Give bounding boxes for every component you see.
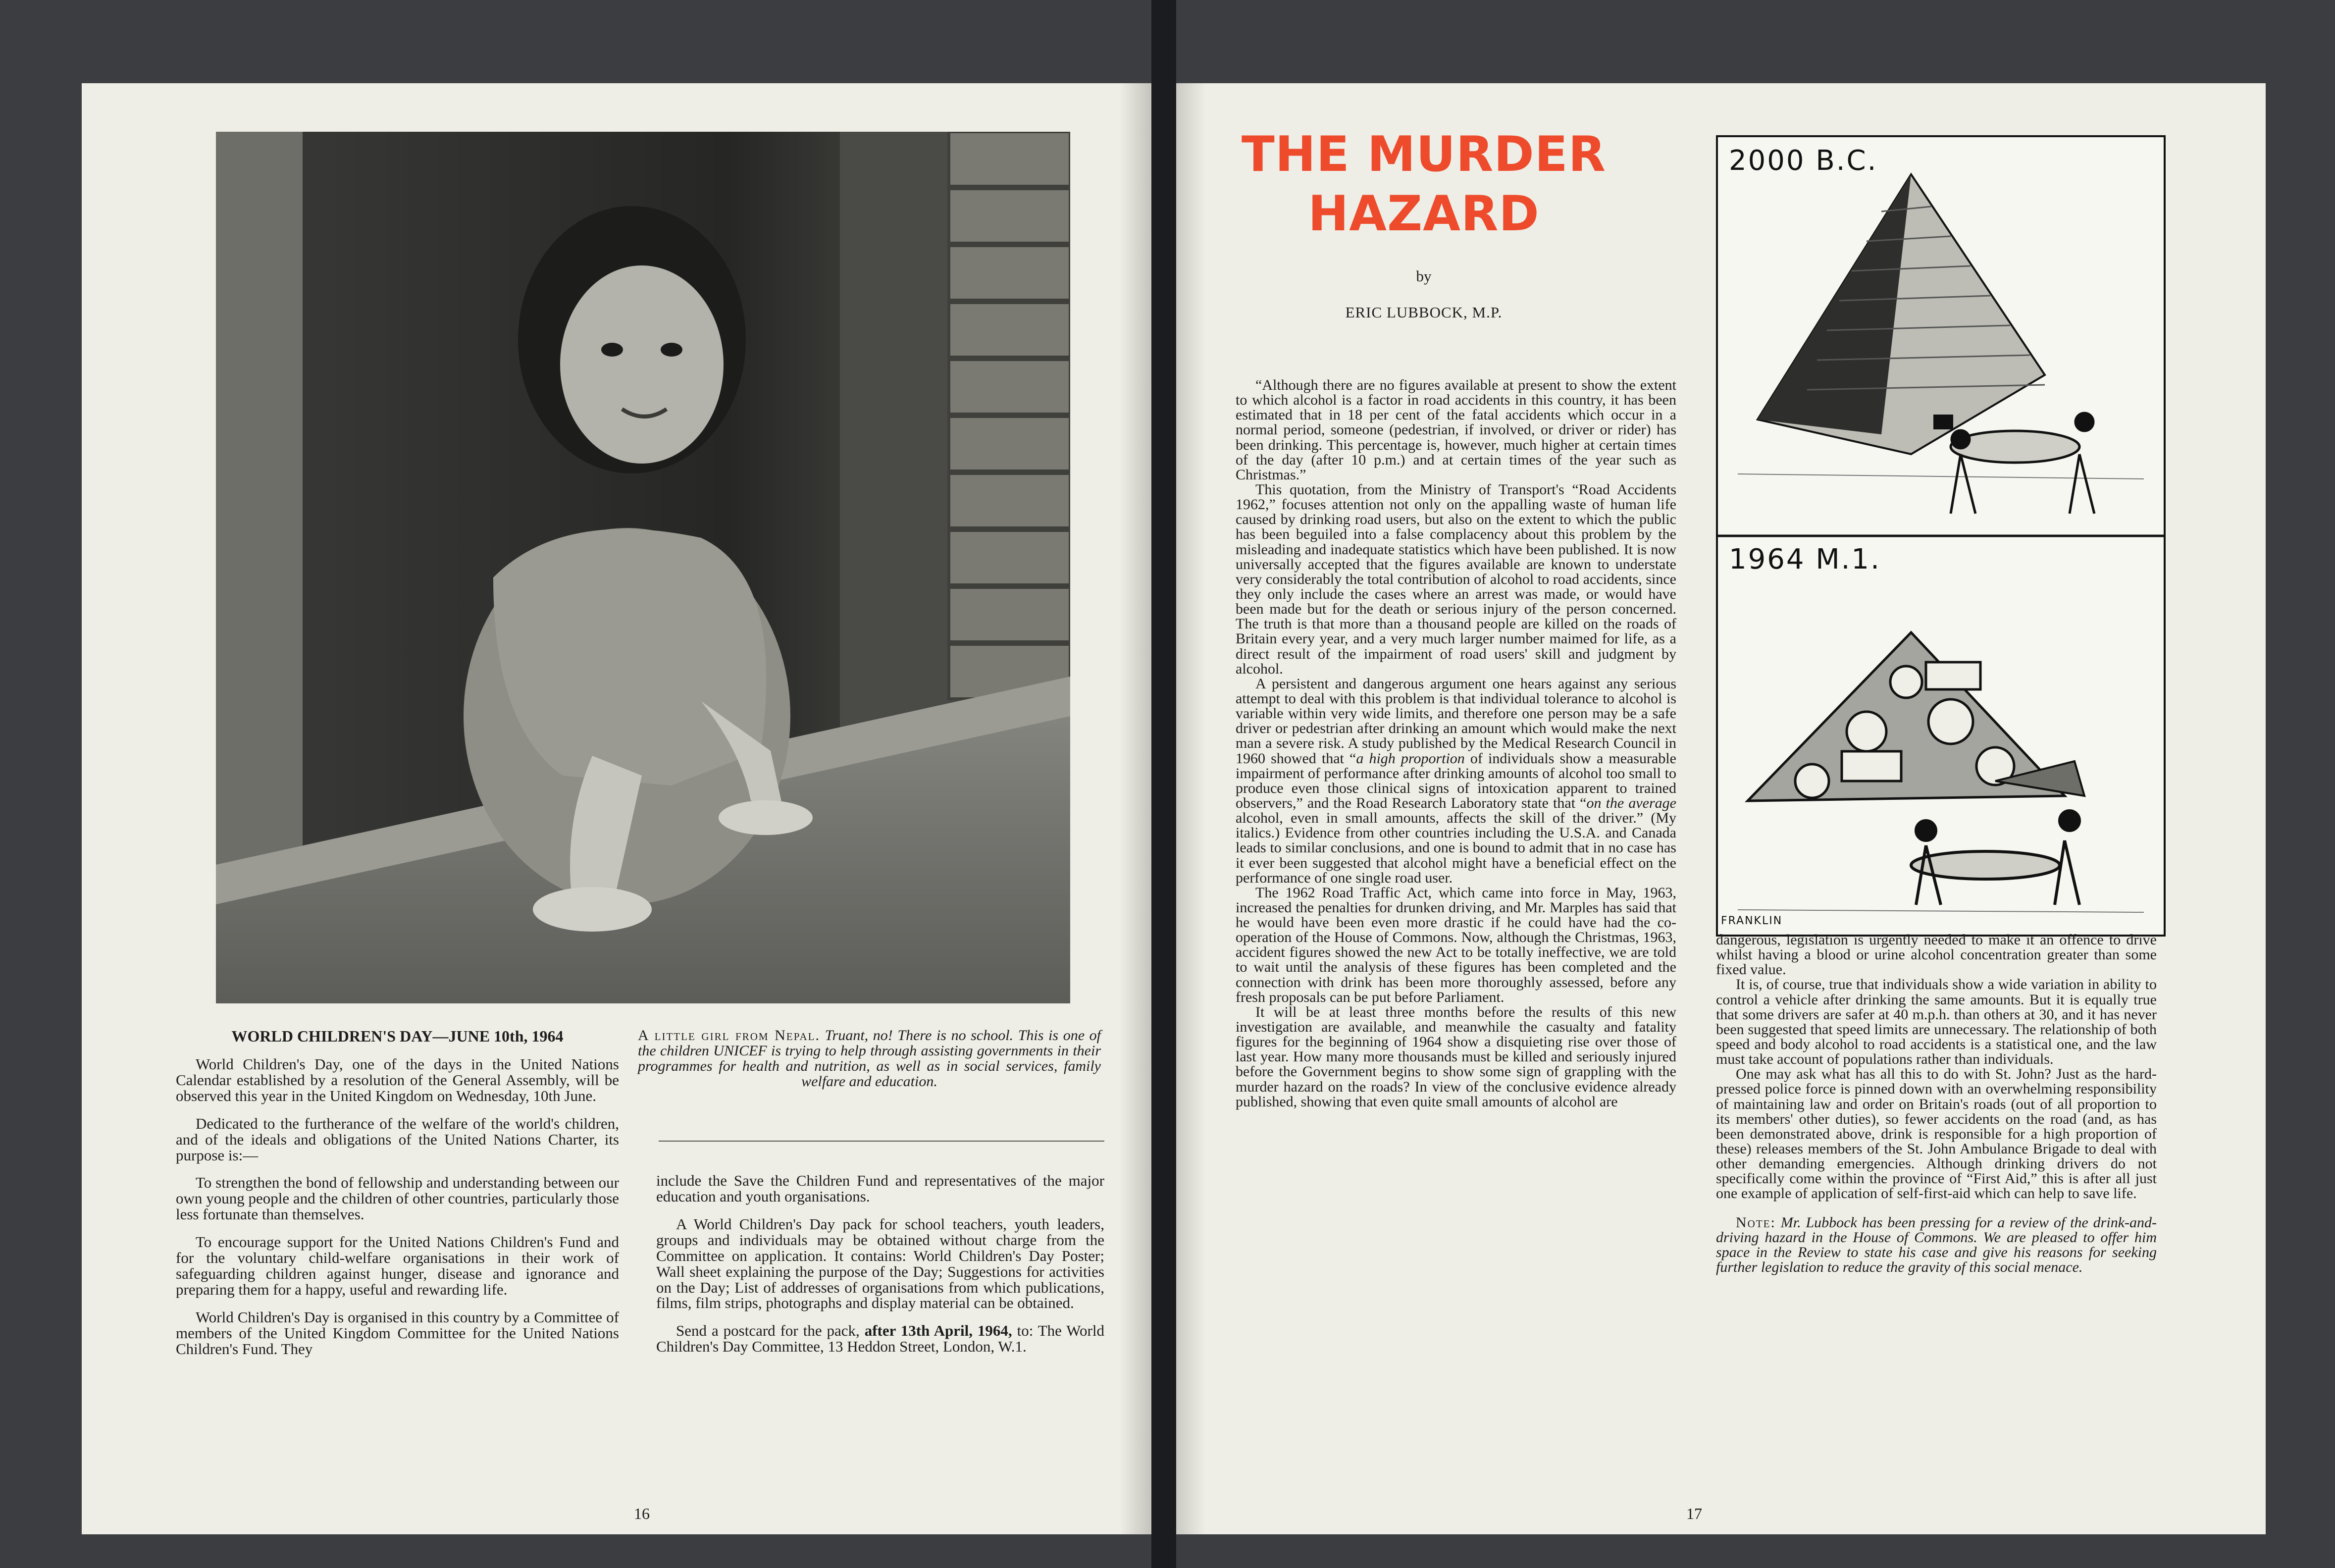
- murder-hazard-column-2: [1716, 933, 2157, 1275]
- paragraph: It is, of course, true that individuals show a wide variation in ability to control a vehicle after drinking the same amounts. But it is equally true that some drivers are safer at 40 m.p.h. than others at 30, and it has never been suggested that speed limits are unnecessary. The relationship of both speed and body alcohol to road accidents is a statistical one, and the law must take account of populations rather than individuals.: [1716, 976, 2157, 1068]
- paragraph: World Children's Day, one of the days in the United Nations Calendar established by a resolution of the General Assembly, will be observed this year in the United Kingdom on Wednesday, 10th June.: [176, 1055, 619, 1104]
- cartoon-signature: FRANKLIN: [1721, 915, 1783, 927]
- paragraph: A World Children's Day pack for school teachers, youth leaders, groups and individuals may be obtained without charge from the Committee on application. It contains: World Children's Day Poster; Wall sheet explaining the purpose of the Day; Suggestions for activities on the Day; List of addresses of organisations from which publications, films, film strips, photographs and display material can be obtained.: [656, 1215, 1104, 1312]
- paragraph: To strengthen the bond of fellowship and understanding between our own young people and the children of other countries, particularly those less fortunate than themselves.: [176, 1174, 619, 1223]
- article-column-2: [656, 1173, 1104, 1366]
- page-shadow: [1119, 83, 1151, 1534]
- paragraph: [1236, 677, 1676, 886]
- right-page: [1176, 83, 2266, 1534]
- caption-text: Truant, no! There is no school. This is one of the children UNICEF is trying to help through assisting governments in their programmes for health and nutrition, as well as in social services, family welfare and education.: [638, 1027, 1101, 1090]
- text-run: A persistent and dangerous argument one hears against any serious attempt to deal with this problem is that individual tolerance to alcohol is variable within very wide limits, and therefore one person may be a safe driver or pedestrian after drinking an amount which would make the next man a severe risk. A study published by the Medical Research Council in 1960 showed that “: [1236, 675, 1676, 767]
- text-run: alcohol, even in small amounts, affects the skill of the driver.” (My italics.) Evidence from other countries including the U.S.A. and Canada leads to similar conclusions, and one is bound to admit that in no case has it ever been suggested that alcohol might have a beneficial effect on the performance of one single road user.: [1236, 810, 1676, 886]
- caption-rule: [659, 1141, 1104, 1142]
- article-heading: WORLD CHILDREN'S DAY—JUNE 10th, 1964: [231, 1027, 564, 1045]
- paragraph: “Although there are no figures available at present to show the extent to which alcohol is a factor in road accidents in this country, it has been estimated that in 18 per cent of the fatal accidents which occur in a normal period, someone (pedestrian, if involved, or driver or rider) has been drinking. This percentage is, however, much higher at certain times of the day (after 10 p.m.) and at certain times of the year such as Christmas.”: [1236, 377, 1676, 483]
- photo-illustration: [216, 132, 1070, 1003]
- article-title: [1176, 125, 1671, 244]
- title-line: THE MURDER: [1241, 126, 1607, 183]
- send-date: after 13th April, 1964,: [864, 1322, 1012, 1340]
- text-run: of individuals show a measurable impairment of performance after drinking amounts of alcohol too small to produce even those clinical signs of intoxication apparent to trained observers,” and the Road Research Laboratory state that “: [1236, 750, 1676, 811]
- paragraph: Dedicated to the furtherance of the welfare of the world's children, and of the ideals and obligations of the United Nations Charter, its purpose is:—: [176, 1114, 619, 1164]
- paragraph: It will be at least three months before the results of this new investigation are available, and meanwhile the casualty and fatality figures for the beginning of 1964 show a disquieting rise over those of last year. How many more thousands must be killed and seriously injured before the Government begins to show some sign of grappling with the murder hazard on the roads? In view of the conclusive evidence already published, showing that even quite small amounts of alcohol are: [1236, 1003, 1676, 1110]
- send-address: to: The World Children's Day Committee, 13 Heddon Street, London, W.1.: [656, 1322, 1104, 1356]
- byline-by: by: [1416, 267, 1432, 285]
- paragraph: World Children's Day is organised in this country by a Committee of members of the United Kingdom Committee for the United Nations Children's Fund. They: [176, 1308, 619, 1358]
- cartoon-label-2000bc: 2000 B.C.: [1729, 145, 1878, 177]
- murder-hazard-column-1: [1236, 378, 1676, 1109]
- note-text: Mr. Lubbock has been pressing for a review of the drink-and-driving hazard in the House of Commons. We are pleased to offer him space in the Review to state his case and give his reasons for seeking further legislation to reduce the gravity of this social menace.: [1716, 1214, 2157, 1275]
- nepal-girl-photo: [216, 132, 1070, 1003]
- paragraph: include the Save the Children Fund and representatives of the major education and youth organisations.: [656, 1172, 1104, 1205]
- paragraph: To encourage support for the United Nations Children's Fund and for the voluntary child-welfare organisations in their work of safeguarding children against hunger, disease and ignorance and preparing them for a happy, useful and rewarding life.: [176, 1233, 619, 1299]
- article-column-1: [176, 1028, 619, 1369]
- cartoon-illustration: [1718, 137, 2164, 935]
- byline-author: ERIC LUBBOCK, M.P.: [1345, 304, 1503, 321]
- paragraph: dangerous, legislation is urgently needed to make it an offence to drive whilst having a blood or urine alcohol concentration greater than some fixed value.: [1716, 932, 2157, 978]
- send-paragraph: [656, 1323, 1104, 1355]
- title-line: HAZARD: [1308, 185, 1540, 242]
- paragraph: One may ask what has all this to do with St. John? Just as the hard-pressed police force is pinned down with an overwhelming responsibility of maintaining law and order on Britain's roads (out of all proportion to its members' other duties), so fewer accidents on the road (and, as has been demonstrated above, drink is responsible for a high proportion of these) releases members of the St. John Ambulance Brigade to deal with other demanding emergencies. Although drinking drivers do not specifically come within the province of “First Aid,” this is after all just one example of application of self-first-aid which can help to save life.: [1716, 1066, 2157, 1202]
- photo-caption: [638, 1028, 1101, 1090]
- paragraph: This quotation, from the Ministry of Transport's “Road Accidents 1962,” focuses attention not only on the appalling waste of human life caused by drinking road users, but also on the extent to which the public has been beguiled into a false complacency about this problem by the misleading and inadequate statistics which have been published. It is now universally accepted that the figures available are known to understate very considerably the total contribution of alcohol to road accidents, since they only include the cases where an arrest was made, or would have been made but for the death or serious injury of the person concerned. The truth is that more than a thousand people are killed on the roads of Britain every year, and a very much larger number maimed for life, as a direct result of the impairment of road users' skill and judgment by alcohol.: [1236, 481, 1676, 677]
- cartoon-label-1964: 1964 M.1.: [1729, 543, 1881, 575]
- page-shadow: [1176, 83, 1206, 1534]
- text-run: on the average: [1586, 794, 1676, 811]
- spine-gutter: [1151, 0, 1176, 1568]
- page-number: 16: [634, 1505, 650, 1522]
- editor-note: [1716, 1215, 2157, 1275]
- franklin-cartoon: [1716, 135, 2166, 937]
- page-number: 17: [1686, 1505, 1702, 1522]
- paragraph: The 1962 Road Traffic Act, which came into force in May, 1963, increased the penalties for drunken driving, and Mr. Marples has said that he would have been even more drastic if he could have had the co-operation of the House of Commons. Now, although the Christmas, 1963, accident figures showed the new Act to be totally ineffective, we are told to wait until the analysis of these figures has been completed and the connection with drink has been more thoroughly assessed, before any fresh proposals can be put before Parliament.: [1236, 884, 1676, 1005]
- left-page: [82, 83, 1151, 1534]
- text-run: a high proportion: [1356, 750, 1465, 767]
- caption-lead: A little girl from Nepal.: [638, 1027, 820, 1044]
- note-label: Note:: [1736, 1214, 1776, 1231]
- send-text: Send a postcard for the pack,: [676, 1322, 865, 1340]
